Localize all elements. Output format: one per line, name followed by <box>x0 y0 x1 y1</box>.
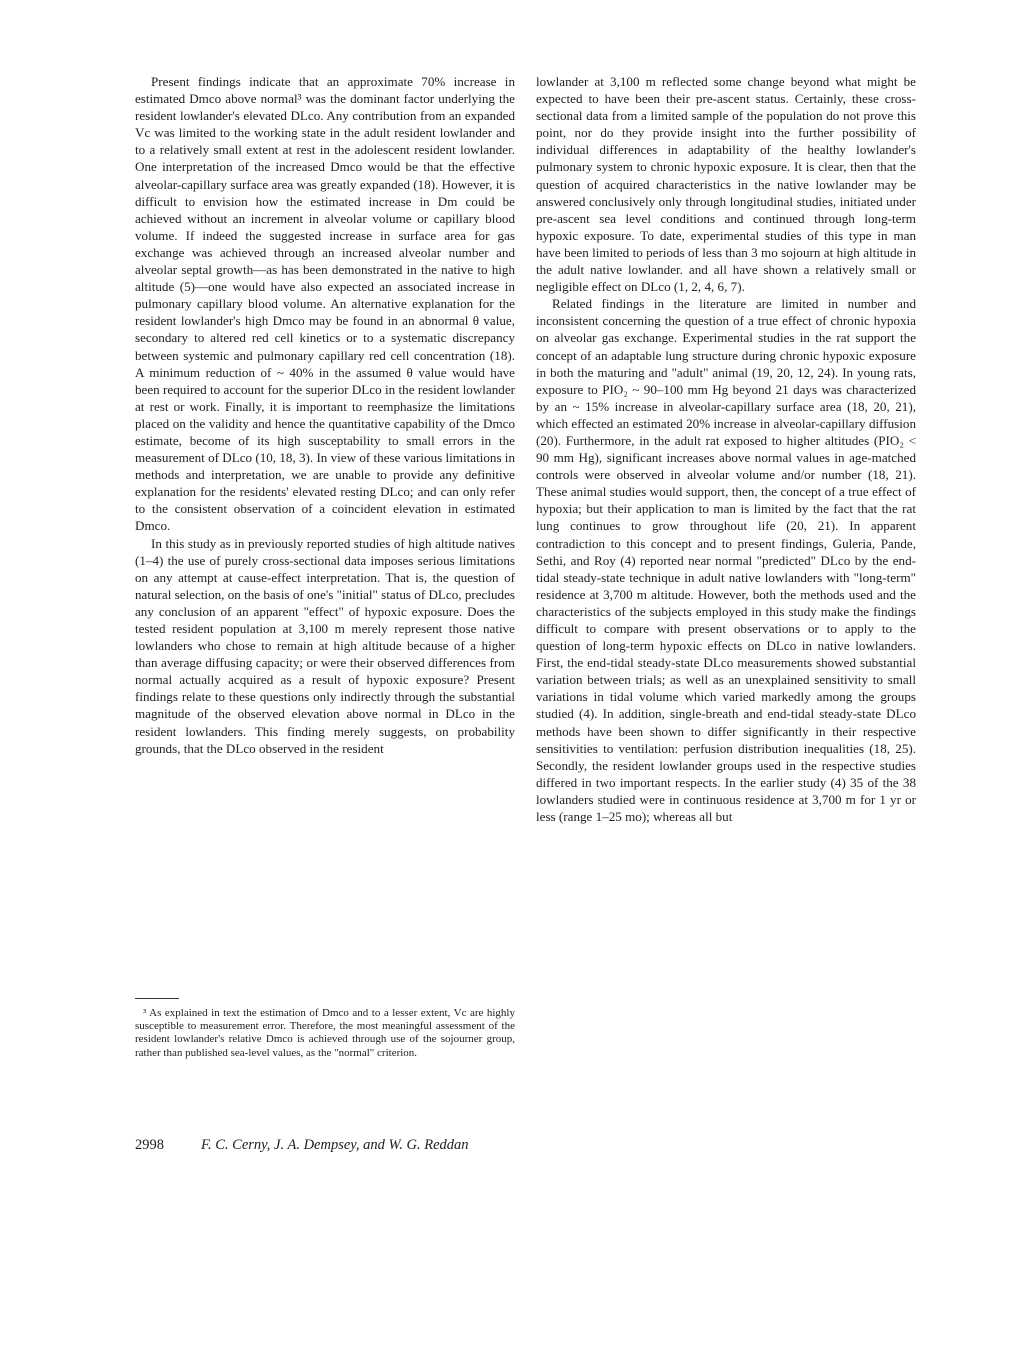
footnote-divider <box>135 998 179 999</box>
left-column <box>135 73 515 757</box>
page-footer <box>135 1137 916 1159</box>
footnote <box>135 998 515 1060</box>
running-authors: F. C. Cerny, J. A. Dempsey, and W. G. Reddan <box>201 1137 469 1153</box>
footnote-text: ³ As explained in text the estimation of Dmco and to a lesser extent, Vc are highly susceptible to measurement error. Therefore, the most meaningful assessment of the resident lowlander's relative Dmco is achieved through use of the sojourner group, rather than published sea-level values, as the "normal" criterion. <box>135 1007 515 1059</box>
body-paragraph: In this study as in previously reported studies of high altitude natives (1–4) the use of purely cross-sectional data imposes serious limitations on any attempt at cause-effect interpretation. That is, the question of natural selection, on the basis of one's "initial" status of DLco, precludes any conclusion of an apparent "effect" of hypoxic exposure. Does the tested resident population at 3,100 m merely represent those native lowlanders who chose to remain at high altitude because of a higher than average diffusing capacity; or were their observed differences from normal actually acquired as a result of hypoxic exposure? Present findings relate to these questions only indirectly through the substantial magnitude of the observed elevation above normal in DLco in the resident lowlanders. This finding merely suggests, on probability grounds, that the DLco observed in the resident <box>135 535 515 756</box>
right-column <box>536 73 916 825</box>
body-paragraph: lowlander at 3,100 m reflected some change beyond what might be expected to have been their pre-ascent status. Certainly, these cross-sectional data from a limited sample of the population do not prove this point, nor do they provide insight into the further possibility of individual differences in adaptability of the healthy lowlander's pulmonary system to chronic hypoxic exposure. It is clear, then that the question of acquired characteristics in the native lowlander may be answered conclusively only through longitudinal studies, initiated under pre-ascent sea level conditions and continued through long-term hypoxic exposure. To date, experimental studies of this type in man have been limited to periods of less than 3 mo sojourn at high altitude in the adult native lowlander. and all have shown a relatively small or negligible effect on DLco (1, 2, 4, 6, 7). <box>536 74 916 295</box>
page-number: 2998 <box>135 1137 164 1153</box>
body-paragraph: Related findings in the literature are limited in number and inconsistent concerning the question of a true effect of chronic hypoxia on alveolar gas exchange. Experimental studies in the rat support the concept of an adaptable lung structure during chronic hypoxic exposure in both the maturing and "adult" animal (19, 20, 12, 24). In young rats, exposure to PIO₂ ~ 90–100 mm Hg beyond 21 days was characterized by an ~ 15% increase in alveolar-capillary surface area (18, 20, 21), which effected an estimated 20% increase in alveolar-capillary diffusion (20). Furthermore, in the adult rat exposed to higher altitudes (PIO₂ < 90 mm Hg), significant increases above normal values in age-matched controls were observed in alveolar volume and/or number (18, 21). These animal studies would support, then, the concept of a true effect of hypoxia; but their application to man is limited by the fact that the rat lung continues to grow throughout life (20, 21). In apparent contradiction to this concept and to present findings, Guleria, Pande, Sethi, and Roy (4) reported near normal "predicted" DLco by the end-tidal steady-state technique in adult native lowlanders with "long-term" residence at 3,700 m altitude. However, both the methods used and the characteristics of the subjects employed in this study make the findings difficult to compare with present observations or to apply to the question of long-term hypoxic effects on DLco in native lowlanders. First, the end-tidal steady-state DLco measurements showed substantial variation between trials; as well as an unexplained sensitivity to small variations in tidal volume which varied markedly among the groups studied (4). In addition, single-breath and end-tidal steady-state DLco methods have been shown to differ significantly in their respective sensitivities to ventilation: perfusion distribution inequalities (18, 25). Secondly, the resident lowlander groups used in the respective studies differed in two important respects. In the earlier study (4) 35 of the 38 lowlanders studied were in continuous residence at 3,700 m for 1 yr or less (range 1–25 mo); whereas all but <box>536 296 916 825</box>
body-paragraph: Present findings indicate that an approximate 70% increase in estimated Dmco above normal³ was the dominant factor underlying the resident lowlander's elevated DLco. Any contribution from an expanded Vc was limited to the working state in the adult resident lowlander and to a relatively small extent at rest in the adolescent resident lowlander. One interpretation of the increased Dmco would be that the effective alveolar-capillary surface area was greatly expanded (18). However, it is difficult to envision how the estimated increase in Dm could be achieved without an increment in alveolar volume or capillary blood volume. If indeed the suggested increase in surface area for gas exchange was achieved through an increased alveolar number and alveolar septal growth—as has been demonstrated in the native to high altitude (5)—one would have also expected an associated increase in pulmonary capillary blood volume. An alternative explanation for the resident lowlander's high Dmco may be found in an abnormal θ value, secondary to altered red cell kinetics or to a systematic discrepancy between systemic and pulmonary capillary red cell concentration (18). A minimum reduction of ~ 40% in the assumed θ value would have been required to account for the superior DLco in the resident lowlander at rest or work. Finally, it is important to reemphasize the limitations placed on the validity and hence the quantitative capability of the Dmco estimate, become of its high susceptability to small errors in the measurement of DLco (10, 18, 3). In view of these various limitations in methods and interpretation, we are unable to provide any definitive explanation for the residents' elevated resting DLco; and can only refer to the consistent observation of a coincident elevation in estimated Dmco. <box>135 74 515 534</box>
